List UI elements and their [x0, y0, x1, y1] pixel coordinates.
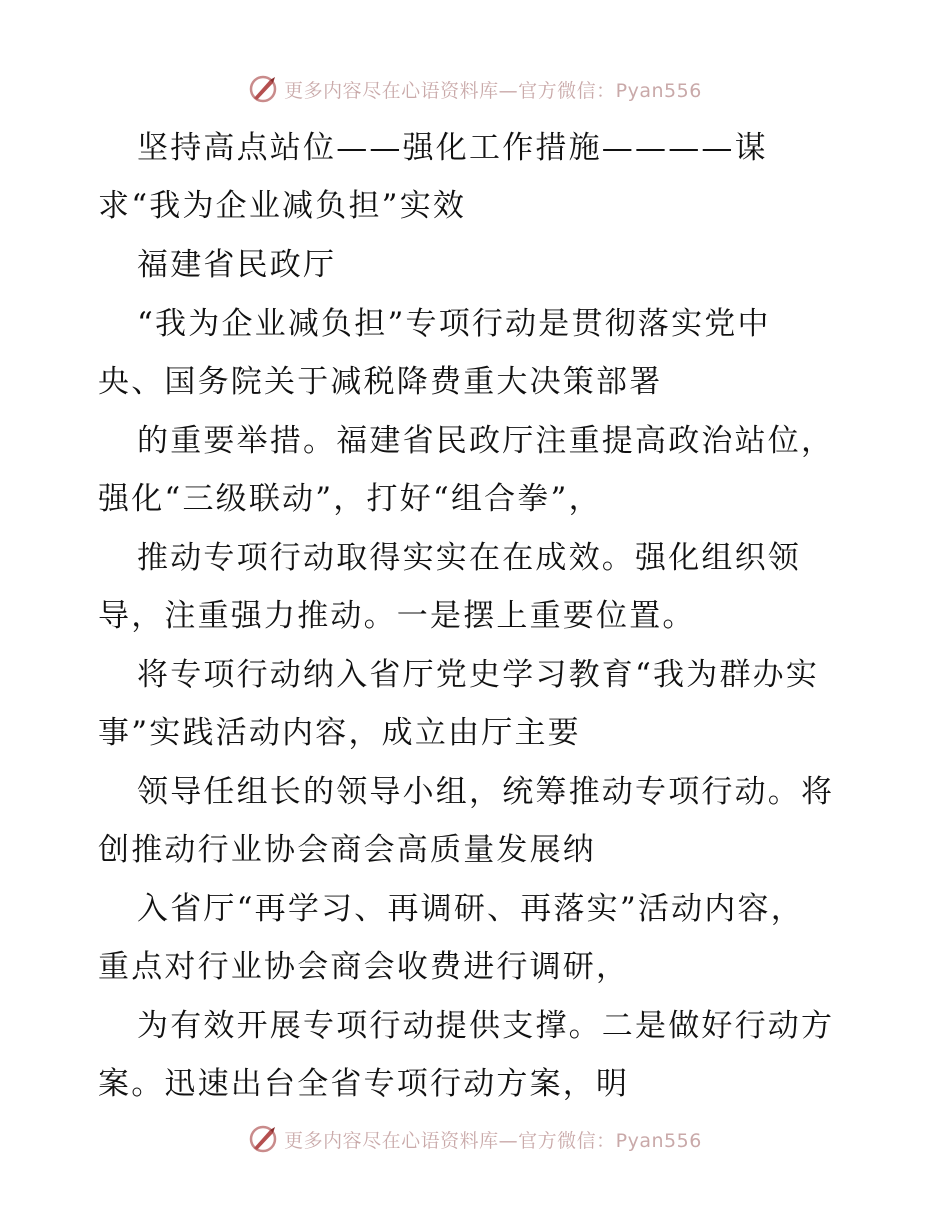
paragraph-line: 强化“三级联动”，打好“组合拳”， — [98, 481, 602, 517]
watermark-text: 更多内容尽在心语资料库—官方微信：Pyan556 — [284, 1129, 702, 1152]
paragraph-line: 导，注重强力推动。一是摆上重要位置。 — [98, 598, 696, 634]
paragraph-line: 将专项行动纳入省厅党史学习教育“我为群办实 — [137, 657, 820, 693]
document-title-line-1: 坚持高点站位——强化工作措施————谋 — [137, 130, 768, 166]
paragraph-line: “我为企业减负担”专项行动是贯彻落实党中 — [137, 306, 771, 342]
quill-logo-icon — [248, 74, 278, 104]
paragraph-line: 案。迅速出台全省专项行动方案，明 — [98, 1066, 630, 1102]
paragraph-line: 创推动行业协会商会高质量发展纳 — [98, 832, 596, 868]
header-watermark — [0, 72, 950, 106]
paragraph-line: 推动专项行动取得实实在在成效。强化组织领 — [137, 540, 801, 576]
document-author: 福建省民政厅 — [137, 247, 337, 283]
paragraph-line: 央、国务院关于减税降费重大决策部署 — [98, 364, 663, 400]
paragraph-line: 领导任组长的领导小组，统筹推动专项行动。将 — [137, 774, 835, 810]
paragraph-line: 重点对行业协会商会收费进行调研， — [98, 949, 630, 985]
paragraph-line: 的重要举措。福建省民政厅注重提高政治站位， — [137, 423, 835, 459]
watermark-text: 更多内容尽在心语资料库—官方微信：Pyan556 — [284, 79, 702, 102]
quill-logo-icon — [248, 1124, 278, 1154]
paragraph-line: 入省厅“再学习、再调研、再落实”活动内容， — [137, 891, 804, 927]
paragraph-line: 事”实践活动内容，成立由厅主要 — [98, 715, 581, 751]
document-title-line-2: 求“我为企业减负担”实效 — [98, 188, 467, 224]
footer-watermark — [0, 1122, 950, 1156]
paragraph-line: 为有效开展专项行动提供支撑。二是做好行动方 — [137, 1008, 835, 1044]
